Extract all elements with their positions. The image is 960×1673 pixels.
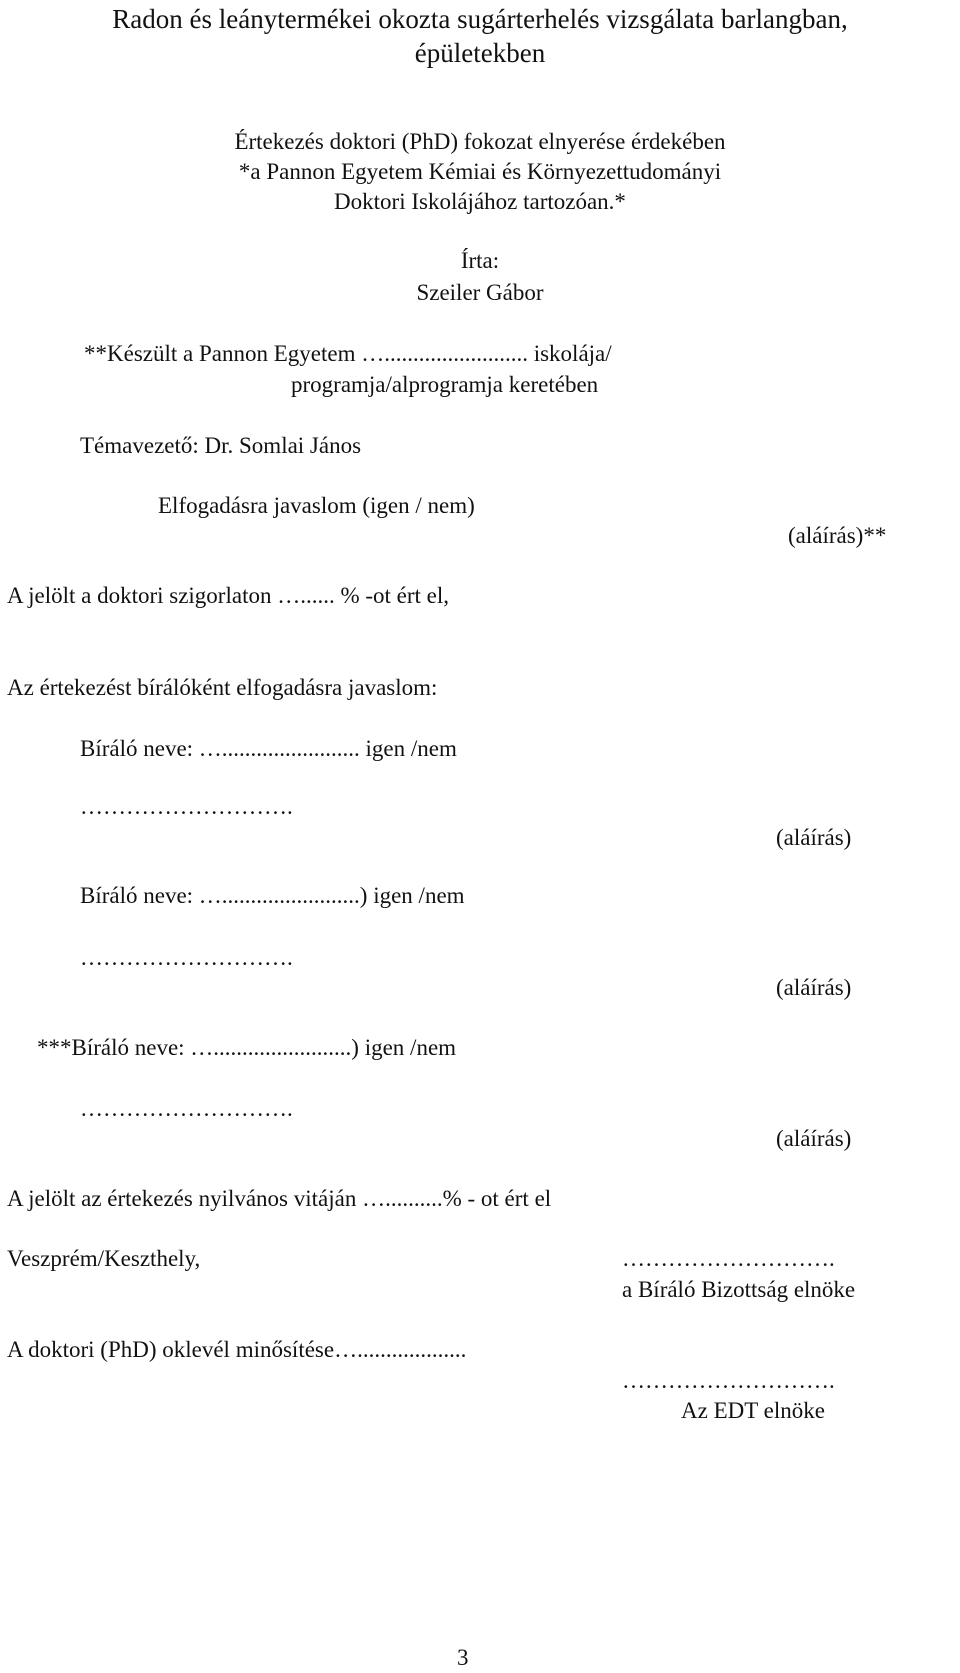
reviewer-1-name-line: Bíráló neve: …........................ igen /nem	[80, 736, 457, 761]
supervisor-signature: (aláírás)**	[788, 523, 887, 548]
qualification-signature-dots: ……………………….	[622, 1368, 835, 1393]
author-name: Szeiler Gábor	[416, 280, 544, 305]
title-line-2: épületekben	[414, 38, 546, 68]
dissertation-line-2: *a Pannon Egyetem Kémiai és Környezettudományi	[238, 159, 722, 184]
framework-line-1: **Készült a Pannon Egyetem …......................... iskolája/	[84, 341, 612, 366]
reviewer-3-name-line: ***Bíráló neve: …........................) igen /nem	[37, 1035, 457, 1060]
author-label: Írta:	[460, 248, 500, 273]
reviewer-2-signature-label: (aláírás)	[776, 975, 852, 1000]
reviewer-2-name-line: Bíráló neve: …........................) igen /nem	[80, 883, 465, 908]
reviewers-intro: Az értekezést bírálóként elfogadásra javaslom:	[7, 675, 438, 700]
committee-chair-title: a Bíráló Bizottság elnöke	[622, 1277, 856, 1302]
reviewer-1-signature-dots: ……………………….	[80, 794, 293, 819]
page-number: 3	[457, 1645, 469, 1670]
reviewer-1-signature-label: (aláírás)	[776, 825, 852, 850]
reviewer-2-signature-dots: ……………………….	[80, 945, 293, 970]
reviewer-3-signature-label: (aláírás)	[776, 1126, 852, 1151]
exam-line: A jelölt a doktori szigorlaton …...... % -ot ért el,	[7, 583, 450, 608]
title-line-1: Radon és leánytermékei okozta sugárterhelés vizsgálata barlangban,	[112, 4, 848, 34]
supervisor-recommendation: Elfogadásra javaslom (igen / nem)	[158, 493, 475, 518]
framework-line-2: programja/alprogramja keretében	[291, 372, 599, 397]
dissertation-line-3: Doktori Iskolájához tartozóan.*	[334, 189, 626, 214]
committee-place: Veszprém/Keszthely,	[7, 1246, 201, 1271]
committee-signature-dots: ……………………….	[622, 1246, 835, 1271]
qualification-line: A doktori (PhD) oklevél minősítése…...................	[7, 1337, 467, 1362]
reviewer-3-signature-dots: ……………………….	[80, 1096, 293, 1121]
dissertation-line-1: Értekezés doktori (PhD) fokozat elnyerése érdekében	[234, 129, 726, 154]
supervisor-line: Témavezető: Dr. Somlai János	[80, 433, 362, 458]
defense-line: A jelölt az értekezés nyilvános vitáján …..........% - ot ért el	[7, 1186, 552, 1211]
edt-chair-title: Az EDT elnöke	[681, 1398, 825, 1423]
